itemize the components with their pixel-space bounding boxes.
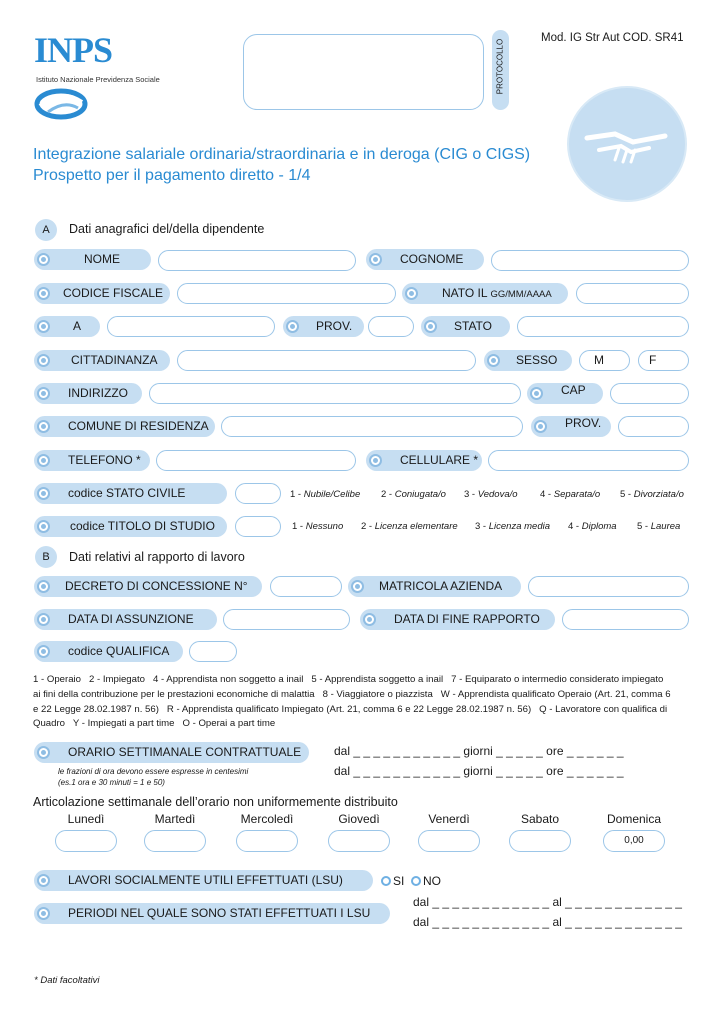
form-title: Integrazione salariale ordinaria/straordinaria e in deroga (CIG o CIGS) <box>33 146 531 163</box>
stato-label: STATO <box>421 316 510 337</box>
stato-civile-option-1: 1 - Nubile/Celibe <box>290 489 361 500</box>
day-field-sabato[interactable] <box>509 830 571 852</box>
cap-field[interactable] <box>610 383 689 404</box>
section-b-title: Dati relativi al rapporto di lavoro <box>69 550 245 564</box>
data-fine-label: DATA DI FINE RAPPORTO <box>360 609 555 630</box>
protocollo-label: PROTOCOLLO <box>495 38 505 95</box>
logo-subtitle: Istituto Nazionale Previdenza Sociale <box>36 75 160 84</box>
stato-civile-label: codice STATO CIVILE <box>34 483 227 504</box>
nome-label: NOME <box>34 249 151 270</box>
stato-civile-option-3: 3 - Vedova/o <box>464 489 518 500</box>
periodi-line-2[interactable]: dal _ _ _ _ _ _ _ _ _ _ _ _ al _ _ _ _ _ _ _ _ _ _ _ _ <box>413 915 682 929</box>
day-label-sabato: Sabato <box>520 812 560 826</box>
prov-residenza-label: PROV. <box>531 416 611 437</box>
lsu-no-option[interactable]: NO <box>411 874 441 888</box>
prov-residenza-field[interactable] <box>618 416 689 437</box>
inps-logo <box>34 30 194 122</box>
qualifica-label: codice QUALIFICA <box>34 641 183 662</box>
section-b-marker: B <box>35 546 57 568</box>
stato-civile-option-2: 2 - Coniugata/o <box>381 489 446 500</box>
titolo-studio-option-1: 1 - Nessuno <box>292 521 344 532</box>
cognome-field[interactable] <box>491 250 689 271</box>
comune-residenza-field[interactable] <box>221 416 523 437</box>
codice-fiscale-label: CODICE FISCALE <box>34 283 170 304</box>
day-field-venerdi[interactable] <box>418 830 480 852</box>
matricola-label: MATRICOLA AZIENDA <box>348 576 521 597</box>
qualifica-legend <box>33 673 695 732</box>
lsu-si-option[interactable]: SI <box>381 874 404 888</box>
prov-nascita-label: PROV. <box>283 316 364 337</box>
radio-icon <box>411 876 421 886</box>
titolo-studio-label: codice TITOLO DI STUDIO <box>34 516 227 537</box>
telefono-label: TELEFONO * <box>34 450 150 471</box>
indirizzo-field[interactable] <box>149 383 521 404</box>
orario-line-1[interactable]: dal _ _ _ _ _ _ _ _ _ _ _ giorni _ _ _ _ _ ore _ _ _ _ _ _ <box>334 744 624 758</box>
titolo-studio-option-5: 5 - Laurea <box>637 521 681 532</box>
logo-swirl-icon <box>34 86 88 120</box>
cap-label: CAP <box>527 383 603 404</box>
nato-il-field[interactable] <box>576 283 689 304</box>
titolo-studio-option-2: 2 - Licenza elementare <box>361 521 458 532</box>
telefono-field[interactable] <box>156 450 356 471</box>
titolo-studio-field[interactable] <box>235 516 281 537</box>
logo-text: INPS <box>34 30 113 70</box>
titolo-studio-option-4: 4 - Diploma <box>568 521 617 532</box>
day-label-lunedi: Lunedì <box>67 812 105 826</box>
handshake-emblem <box>567 86 687 202</box>
qualifica-legend-line-2: ai fini della contribuzione per le prestazioni economiche di malattia 8 - Viaggiatore o piazzista W - Apprendista qualificato Operaio (Art. 21, comma 6 <box>33 688 671 700</box>
cognome-label: COGNOME <box>366 249 484 270</box>
cellulare-label: CELLULARE * <box>366 450 482 471</box>
cittadinanza-label: CITTADINANZA <box>34 350 170 371</box>
comune-residenza-label: COMUNE DI RESIDENZA <box>34 416 215 437</box>
footer-note: * Dati facoltativi <box>34 975 100 986</box>
day-label-domenica: Domenica <box>606 812 662 826</box>
day-label-giovedi: Giovedì <box>338 812 380 826</box>
periodi-lsu-label: PERIODI NEL QUALE SONO STATI EFFETTUATI I LSU <box>34 903 390 924</box>
protocollo-tab <box>492 30 509 110</box>
handshake-icon <box>569 88 685 200</box>
orario-line-2[interactable]: dal _ _ _ _ _ _ _ _ _ _ _ giorni _ _ _ _ _ ore _ _ _ _ _ _ <box>334 764 624 778</box>
day-field-domenica[interactable]: 0,00 <box>603 830 665 852</box>
indirizzo-label: INDIRIZZO <box>34 383 142 404</box>
luogo-nascita-label: A <box>34 316 100 337</box>
section-a-title: Dati anagrafici del/della dipendente <box>69 222 265 236</box>
sesso-f-option[interactable]: F <box>638 350 689 371</box>
orario-label: ORARIO SETTIMANALE CONTRATTUALE <box>34 742 309 763</box>
decreto-field[interactable] <box>270 576 342 597</box>
decreto-label: DECRETO DI CONCESSIONE N° <box>34 576 262 597</box>
day-field-martedi[interactable] <box>144 830 206 852</box>
day-field-lunedi[interactable] <box>55 830 117 852</box>
qualifica-field[interactable] <box>189 641 237 662</box>
qualifica-legend-line-3: e 22 Legge 28.02.1987 n. 56) R - Apprendista qualificato Impiegato (Art. 21, comma 6 e 22 Legge 28.02.1987 n. 56) Q - Lavoratore con qualifica di <box>33 703 668 715</box>
nome-field[interactable] <box>158 250 356 271</box>
data-assunzione-label: DATA DI ASSUNZIONE <box>34 609 217 630</box>
cittadinanza-field[interactable] <box>177 350 476 371</box>
nato-il-label: NATO IL GG/MM/AAAA <box>402 283 568 304</box>
qualifica-legend-line-1: 1 - Operaio 2 - Impiegato 4 - Apprendista non soggetto a inail 5 - Apprendista soggetto a inail 7 - Equiparato o intermedio considerato impiegato <box>33 674 664 685</box>
model-code: Mod. IG Str Aut COD. SR41 <box>541 32 684 44</box>
sesso-m-option[interactable]: M <box>579 350 630 371</box>
radio-icon <box>381 876 391 886</box>
luogo-nascita-field[interactable] <box>107 316 275 337</box>
cellulare-field[interactable] <box>488 450 689 471</box>
stato-civile-option-5: 5 - Divorziata/o <box>620 489 684 500</box>
orario-note-2: (es.1 ora e 30 minuti = 1 e 50) <box>58 778 165 787</box>
articolazione-title: Articolazione settimanale dell’orario non uniformemente distribuito <box>33 795 398 809</box>
matricola-field[interactable] <box>528 576 689 597</box>
stato-civile-field[interactable] <box>235 483 281 504</box>
titolo-studio-option-3: 3 - Licenza media <box>475 521 550 532</box>
section-a-marker: A <box>35 219 57 241</box>
form-subtitle: Prospetto per il pagamento diretto - 1/4 <box>33 167 311 184</box>
data-assunzione-field[interactable] <box>223 609 350 630</box>
codice-fiscale-field[interactable] <box>177 283 396 304</box>
periodi-line-1[interactable]: dal _ _ _ _ _ _ _ _ _ _ _ _ al _ _ _ _ _ _ _ _ _ _ _ _ <box>413 895 682 909</box>
day-field-mercoledi[interactable] <box>236 830 298 852</box>
orario-note-1: le frazioni di ora devono essere espresse in centesimi <box>58 767 249 776</box>
sesso-label: SESSO <box>484 350 572 371</box>
protocol-box[interactable] <box>243 34 484 110</box>
data-fine-field[interactable] <box>562 609 689 630</box>
day-label-venerdi: Venerdì <box>428 812 470 826</box>
stato-field[interactable] <box>517 316 689 337</box>
stato-civile-option-4: 4 - Separata/o <box>540 489 601 500</box>
day-label-martedi: Martedì <box>154 812 196 826</box>
qualifica-legend-line-4: Quadro Y - Impiegati a part time O - Operai a part time <box>33 718 276 730</box>
lsu-label: LAVORI SOCIALMENTE UTILI EFFETTUATI (LSU) <box>34 870 373 891</box>
prov-nascita-field[interactable] <box>368 316 414 337</box>
day-label-mercoledi: Mercoledì <box>240 812 294 826</box>
day-field-giovedi[interactable] <box>328 830 390 852</box>
